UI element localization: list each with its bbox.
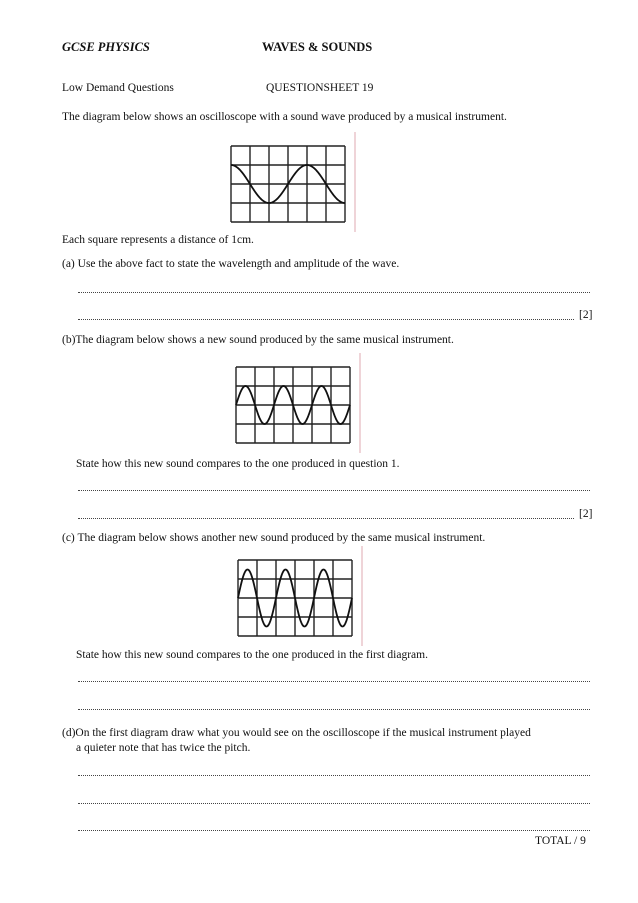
answer-line-c1[interactable] xyxy=(78,681,590,682)
question-b-text: The diagram below shows a new sound produced by the same musical instrument. xyxy=(75,334,454,346)
answer-line-a2[interactable] xyxy=(78,319,574,320)
square-note: Each square represents a distance of 1cm. xyxy=(62,234,254,246)
marks-a: [2] xyxy=(579,309,593,321)
oscilloscope-c xyxy=(238,560,388,650)
intro-text: The diagram below shows an oscilloscope with a sound wave produced by a musical instrument. xyxy=(62,111,507,123)
question-a-label: (a) xyxy=(62,258,75,270)
answer-line-b1[interactable] xyxy=(78,490,590,491)
question-b-prompt: State how this new sound compares to the one produced in question 1. xyxy=(76,458,400,470)
answer-line-b2[interactable] xyxy=(78,518,574,519)
question-a-text: Use the above fact to state the wavelength and amplitude of the wave. xyxy=(77,258,400,270)
total-marks: TOTAL / 9 xyxy=(535,835,586,847)
answer-line-d1[interactable] xyxy=(78,775,590,776)
subject-title: GCSE PHYSICS xyxy=(62,40,150,54)
demand-label: Low Demand Questions xyxy=(62,82,174,94)
topic-title: WAVES & SOUNDS xyxy=(262,40,373,54)
question-b xyxy=(62,334,454,346)
questionsheet-label: QUESTIONSHEET 19 xyxy=(266,82,374,94)
marks-b: [2] xyxy=(579,508,593,520)
question-d-text-2: a quieter note that has twice the pitch. xyxy=(76,742,251,754)
question-d-label: (d) xyxy=(62,727,76,739)
question-d-text-1: On the first diagram draw what you would see on the oscilloscope if the musical instrument played xyxy=(75,727,531,739)
oscilloscope-first xyxy=(231,146,381,236)
oscilloscope-b xyxy=(236,367,386,457)
question-b-label: (b) xyxy=(62,334,76,346)
question-c xyxy=(62,532,485,544)
answer-line-c2[interactable] xyxy=(78,709,590,710)
answer-line-a1[interactable] xyxy=(78,292,590,293)
answer-line-d2[interactable] xyxy=(78,803,590,804)
question-c-label: (c) xyxy=(62,532,75,544)
question-a xyxy=(62,258,399,270)
question-c-text: The diagram below shows another new sound produced by the same musical instrument. xyxy=(77,532,486,544)
question-d xyxy=(62,727,531,739)
answer-line-d3[interactable] xyxy=(78,830,590,831)
question-c-prompt: State how this new sound compares to the one produced in the first diagram. xyxy=(76,649,428,661)
